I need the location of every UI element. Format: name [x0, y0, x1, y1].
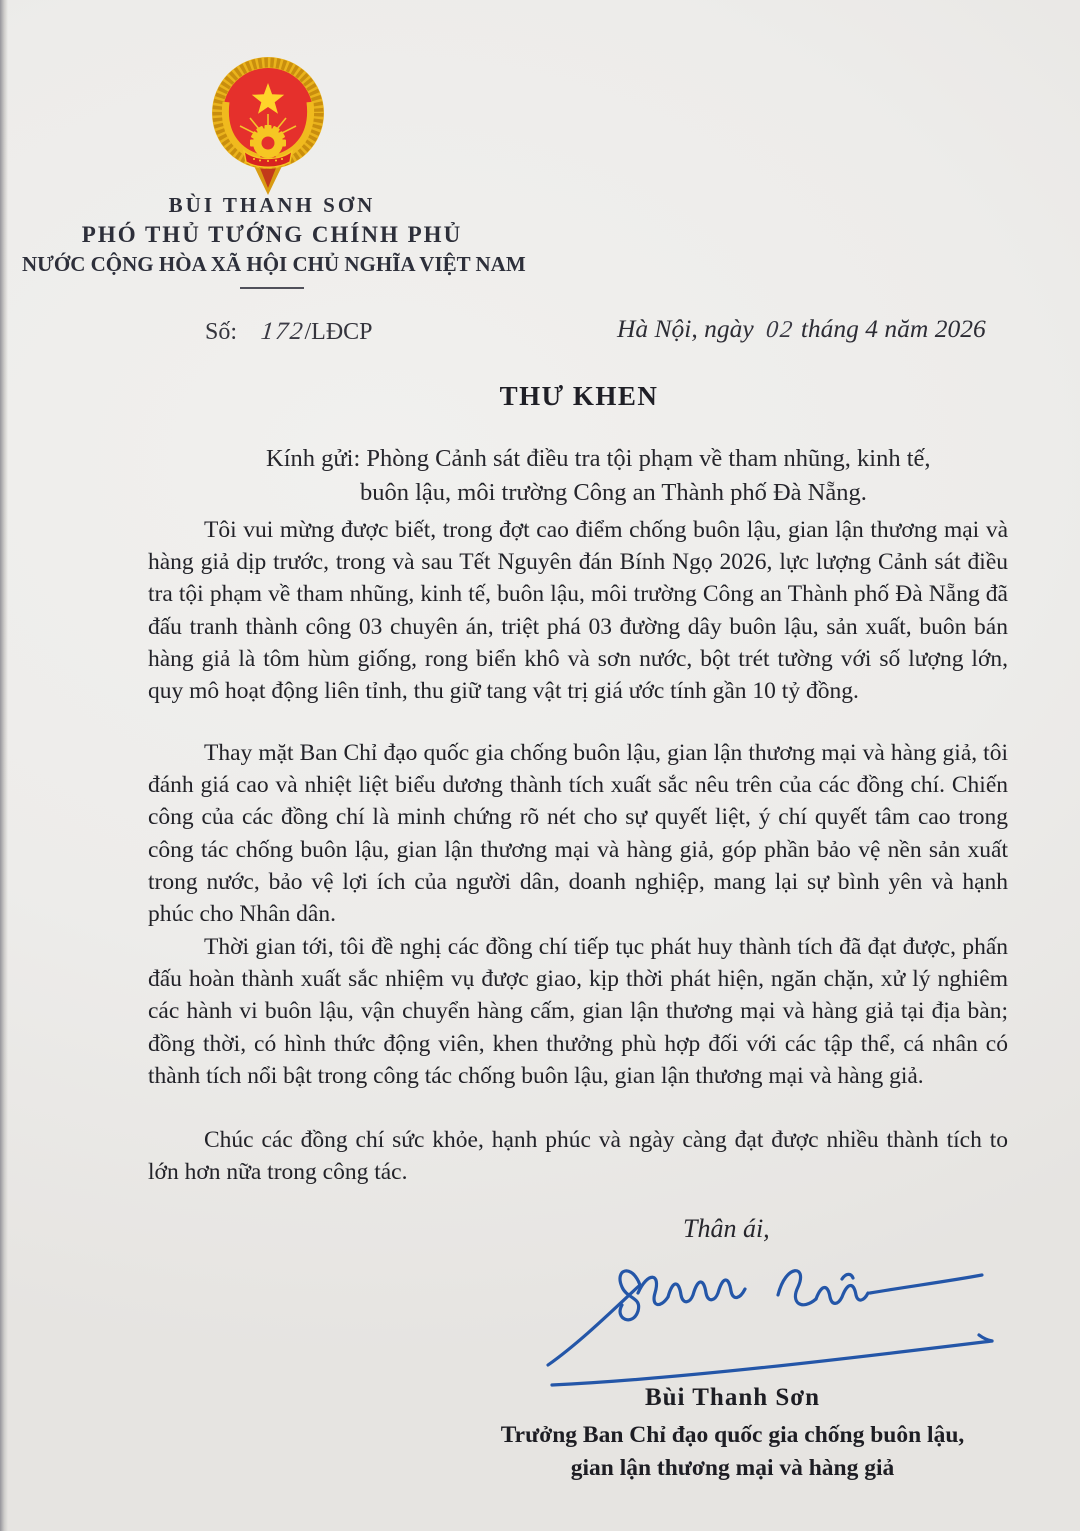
document-number: [205, 318, 373, 346]
date-suffix: tháng 4 năm 2026: [800, 314, 986, 343]
signer-title-line-2: gian lận thương mại và hàng giả: [570, 1455, 895, 1481]
body-paragraph-4: Chúc các đồng chí sức khỏe, hạnh phúc và ngày càng đạt được nhiều thành tích to lớn hơn nữa trong công tác.: [148, 1127, 1008, 1186]
letterhead-country: NƯỚC CỘNG HÒA XÃ HỘI CHỦ NGHĨA VIỆT NAM: [22, 252, 526, 276]
recipient-salutation: Kính gửi:: [266, 445, 361, 472]
number-label: Số:: [205, 319, 238, 345]
closing-salutation: Thân ái,: [683, 1214, 770, 1243]
letterhead-name: BÙI THANH SƠN: [168, 193, 376, 217]
number-value-handwritten: 172: [259, 318, 306, 345]
place-date-line: [617, 314, 986, 344]
date-day-handwritten: 02: [765, 317, 796, 343]
body-paragraph-1: Tôi vui mừng được biết, trong đợt cao điểm chống buôn lậu, gian lận thương mại và hàng giả dịp trước, trong và sau Tết Nguyên đán Bính Ngọ 2026, lực lượng Cảnh sát điều tra tội phạm về tham nhũng, kinh tế, buôn lậu, môi trường Công an Thành phố Đà Nẵng đã đấu tranh thành công 03 chuyên án, triệt phá 03 đường dây buôn lậu, sản xuất, buôn bán hàng giả là tôm hùm giống, rong biển khô và sơn nước, bột trét tường với số lượng lớn, quy mô hoạt động liên tỉnh, thu giữ tang vật trị giá ước tính gần 10 tỷ đồng.: [148, 517, 1008, 705]
signer-name: Bùi Thanh Sơn: [644, 1384, 821, 1411]
signer-block: [425, 1384, 1040, 1485]
number-suffix: /LĐCP: [304, 319, 373, 345]
recipient-name-part1: Phòng Cảnh sát điều tra tội phạm về tham nhũng, kinh tế,: [366, 445, 931, 472]
recipient-line-2: buôn lậu, môi trường Công an Thành phố Đà Nẵng.: [360, 479, 867, 506]
paper-left-edge-shadow: [0, 0, 8, 1531]
body-paragraph-2: Thay mặt Ban Chỉ đạo quốc gia chống buôn lậu, gian lận thương mại và hàng giả, tôi đánh giá cao và nhiệt liệt biểu dương thành tích xuất sắc nêu trên của các đồng chí. Chiến công của các đồng chí là minh chứng rõ nét cho sự quyết liệt, ý chí quyết tâm cao trong công tác chống buôn lậu, gian lận thương mại và hàng giả, góp phần bảo vệ nền sản xuất trong nước, bảo vệ lợi ích của người dân, doanh nghiệp, mang lại sự bình yên và hạnh phúc cho Nhân dân.: [148, 740, 1008, 928]
signer-title: [425, 1419, 1040, 1485]
handwritten-signature-icon: [540, 1253, 1020, 1393]
body-paragraph-3: Thời gian tới, tôi đề nghị các đồng chí tiếp tục phát huy thành tích đã đạt được, phấn đấu hoàn thành xuất sắc nhiệm vụ được giao, kịp thời phát hiện, ngăn chặn, xử lý nghiêm các hành vi buôn lậu, vận chuyển hàng cấm, gian lận thương mại và hàng giả tại địa bàn; đồng thời, có hình thức động viên, khen thưởng phù hợp đối với các tập thể, cá nhân có thành tích nổi bật trong công tác chống buôn lậu, gian lận thương mại và hàng giả.: [148, 934, 1008, 1089]
vietnam-national-emblem-icon: [198, 50, 338, 200]
letterhead-position: PHÓ THỦ TƯỚNG CHÍNH PHỦ: [81, 222, 463, 247]
letterhead-divider: [240, 287, 304, 289]
recipient-block: [148, 442, 1010, 510]
date-prefix: Hà Nội, ngày: [617, 314, 754, 343]
recipient-line-1: [148, 442, 1010, 476]
document-title: THƯ KHEN: [499, 381, 659, 411]
signer-title-line-1: Trưởng Ban Chỉ đạo quốc gia chống buôn lậu,: [500, 1422, 965, 1448]
letterhead: [22, 193, 526, 289]
